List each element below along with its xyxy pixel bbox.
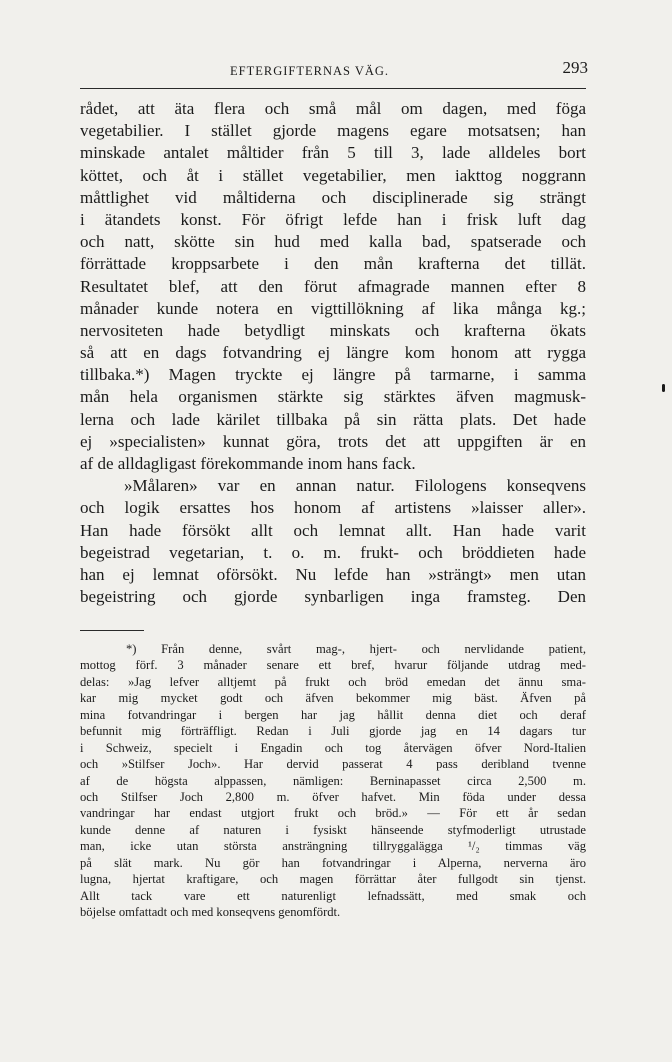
page-header xyxy=(80,58,586,86)
body-line: »Målaren» var en annan natur. Filologens konseqvens xyxy=(124,476,586,496)
page-number: 293 xyxy=(562,58,588,77)
body-line: och natt, skötte sin hud med kalla bad, spatserade och xyxy=(80,232,586,252)
running-head: EFTERGIFTERNAS VÄG. xyxy=(230,64,390,78)
footnote-line: och »Stilfser Joch». Har dervid passerat 4 pass deribland tvenne xyxy=(80,757,586,772)
body-line: mån hela organismen stärkte sig stärktes äfven magmusk- xyxy=(80,387,586,407)
body-line: minskade antalet måltider från 5 till 3, lade alldeles bort xyxy=(80,143,586,163)
body-line: nervositeten hade betydligt minskats och krafterna ökats xyxy=(80,320,586,340)
footnote-line: kunde denne af naturen i fysiskt hänseende styfmoderligt utrustade xyxy=(80,822,586,837)
body-line: begeistrad vegetarian, t. o. m. frukt- och bröddieten hade xyxy=(80,542,586,562)
footnote-line: kar mig mycket godt och äfven bekommer mig bäst. Äfven på xyxy=(80,691,586,706)
body-line: tillbaka.*) Magen tryckte ej längre på tarmarne, i samma xyxy=(80,365,586,385)
footnote-line: vandringar har endast utgjort frukt och bröd.» — För ett år sedan xyxy=(80,806,586,821)
footnote-line: *) Från denne, svårt mag-, hjert- och nervlidande patient, xyxy=(126,642,586,656)
body-line: rådet, att äta flera och små mål om dagen, med föga xyxy=(80,99,586,118)
footnote-line: i Schweiz, specielt i Engadin och tog återvägen öfver Nord-Italien xyxy=(80,740,586,755)
footnote-line: delas: »Jag lefver alltjemt på frukt och bröd emedan det ännu sma- xyxy=(80,674,586,689)
footnote-line: böjelse omfattadt och med konseqvens genomfördt. xyxy=(80,905,341,919)
footnote-rule xyxy=(80,630,144,631)
body-line: förrättade kroppsarbete i den mån krafterna det tillät. xyxy=(80,254,586,274)
body-line: Resultatet blef, att den förut afmagrade mannen efter 8 xyxy=(80,276,586,296)
body-line: i ätandets konst. För öfrigt lefde han i frisk luft dag xyxy=(80,209,586,229)
footnote xyxy=(80,641,586,920)
body-line: vegetabilier. I stället gjorde magens egare motsatsen; han xyxy=(80,121,586,141)
body-text xyxy=(80,98,586,608)
footnote-line: mina fotvandringar i bergen har jag hållit denna diet och deraf xyxy=(80,707,586,722)
footnote-line: man, icke utan största ansträngning tillryggalägga ¹/₂ timmas väg xyxy=(80,839,586,854)
margin-mark xyxy=(662,384,665,392)
body-line: lerna och lade kärilet tillbaka på sin rätta plats. Det hade xyxy=(80,409,586,429)
footnote-line: och Stilfser Joch 2,800 m. öfver hafvet. Min föda under dessa xyxy=(80,789,586,804)
footnote-line: af de högsta alppassen, nämligen: Berninapasset circa 2,500 m. xyxy=(80,773,586,788)
body-line: köttet, och åt i stället vegetabilier, men iakttog noggrann xyxy=(80,165,586,185)
header-rule xyxy=(80,88,586,89)
body-line: af de alldagligast förekommande inom hans fack. xyxy=(80,454,416,473)
body-line: måttlighet vid måltiderna och disciplinerade sig strängt xyxy=(80,187,586,207)
footnote-line: mottog förf. 3 månader senare ett bref, hvarur följande utdrag med- xyxy=(80,658,586,673)
body-line: så att en dags fotvandring ej längre kom honom att rygga xyxy=(80,343,586,363)
body-line: ej »specialisten» kunnat göra, trots det att uppgiften är en xyxy=(80,431,586,451)
body-line: begeistring och gjorde synbarligen inga framsteg. Den xyxy=(80,587,586,607)
footnote-line: Allt tack vare ett naturenligt lefnadssätt, med smak och xyxy=(80,888,586,903)
body-line: månader kunde notera en vigttillökning af lika många kg.; xyxy=(80,298,586,318)
footnote-line: på slät mark. Nu gör han fotvandringar i Alperna, nerverna äro xyxy=(80,855,586,870)
body-line: Han hade försökt allt och lemnat allt. Han hade varit xyxy=(80,520,586,540)
body-line: han ej lemnat oförsökt. Nu lefde han »strängt» men utan xyxy=(80,564,586,584)
footnote-line: lugna, hjertat kraftigare, och magen förrättar åter fullgodt sin tjenst. xyxy=(80,872,586,887)
footnote-line: befunnit mig förträffligt. Redan i Juli gjorde jag en 14 dagars tur xyxy=(80,724,586,739)
body-line: och logik ersattes hos honom af artistens »laisser aller». xyxy=(80,498,586,518)
